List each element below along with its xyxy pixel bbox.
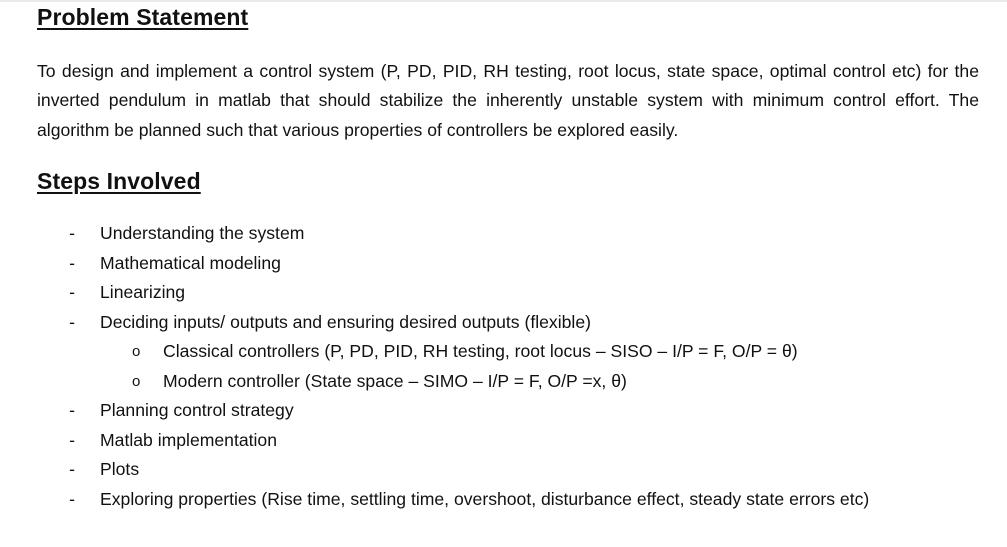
- dash-bullet: -: [69, 252, 75, 273]
- dash-bullet: -: [69, 282, 75, 302]
- dash-bullet: -: [69, 459, 75, 479]
- step-item-matlab: [0, 426, 1007, 456]
- dash-bullet: -: [69, 311, 75, 332]
- step-text: Plots: [100, 459, 140, 479]
- sub-item-text: Modern controller (State space – SIMO – I/P = F, O/P =x, θ): [163, 370, 627, 391]
- step-text: Exploring properties (Rise time, settling time, overshoot, disturbance effect, steady state errors etc): [100, 488, 870, 509]
- step-text: Matlab implementation: [100, 429, 278, 450]
- dash-bullet: -: [69, 488, 75, 509]
- step-item-deciding-io: [0, 308, 1007, 338]
- steps-list: [0, 219, 1007, 514]
- step-item-planning: [0, 396, 1007, 426]
- step-item-understanding: [0, 219, 1007, 249]
- problem-statement-paragraph: To design and implement a control system (P, PD, PID, RH testing, root locus, state space, optimal control etc) for the inverted pendulum in matlab that should stabilize the inherently unstable system with minimum control effort. The algorithm be planned such that various properties of controllers be explored easily.: [37, 61, 979, 140]
- sub-item-text: Classical controllers (P, PD, PID, RH testing, root locus – SISO – I/P = F, O/P = θ): [163, 341, 798, 361]
- sub-item-classical-controllers: [0, 337, 1007, 367]
- step-text: Understanding the system: [100, 223, 305, 243]
- circle-bullet: o: [132, 343, 141, 360]
- step-item-exploring: [0, 485, 1007, 515]
- step-text: Linearizing: [100, 282, 186, 302]
- steps-involved-heading: Steps Involved: [37, 168, 201, 194]
- step-text: Mathematical modeling: [100, 252, 281, 273]
- step-text: Deciding inputs/ outputs and ensuring desired outputs (flexible): [100, 311, 591, 332]
- dash-bullet: -: [69, 223, 75, 243]
- problem-statement-heading: Problem Statement: [37, 4, 249, 30]
- step-item-plots: [0, 455, 1007, 485]
- step-item-modeling: [0, 249, 1007, 279]
- step-item-linearizing: [0, 278, 1007, 308]
- sub-item-modern-controller: [0, 367, 1007, 397]
- dash-bullet: -: [69, 400, 75, 420]
- step-text: Planning control strategy: [100, 400, 294, 420]
- dash-bullet: -: [69, 429, 75, 450]
- top-edge-divider: [0, 0, 1007, 2]
- circle-bullet: o: [132, 372, 141, 390]
